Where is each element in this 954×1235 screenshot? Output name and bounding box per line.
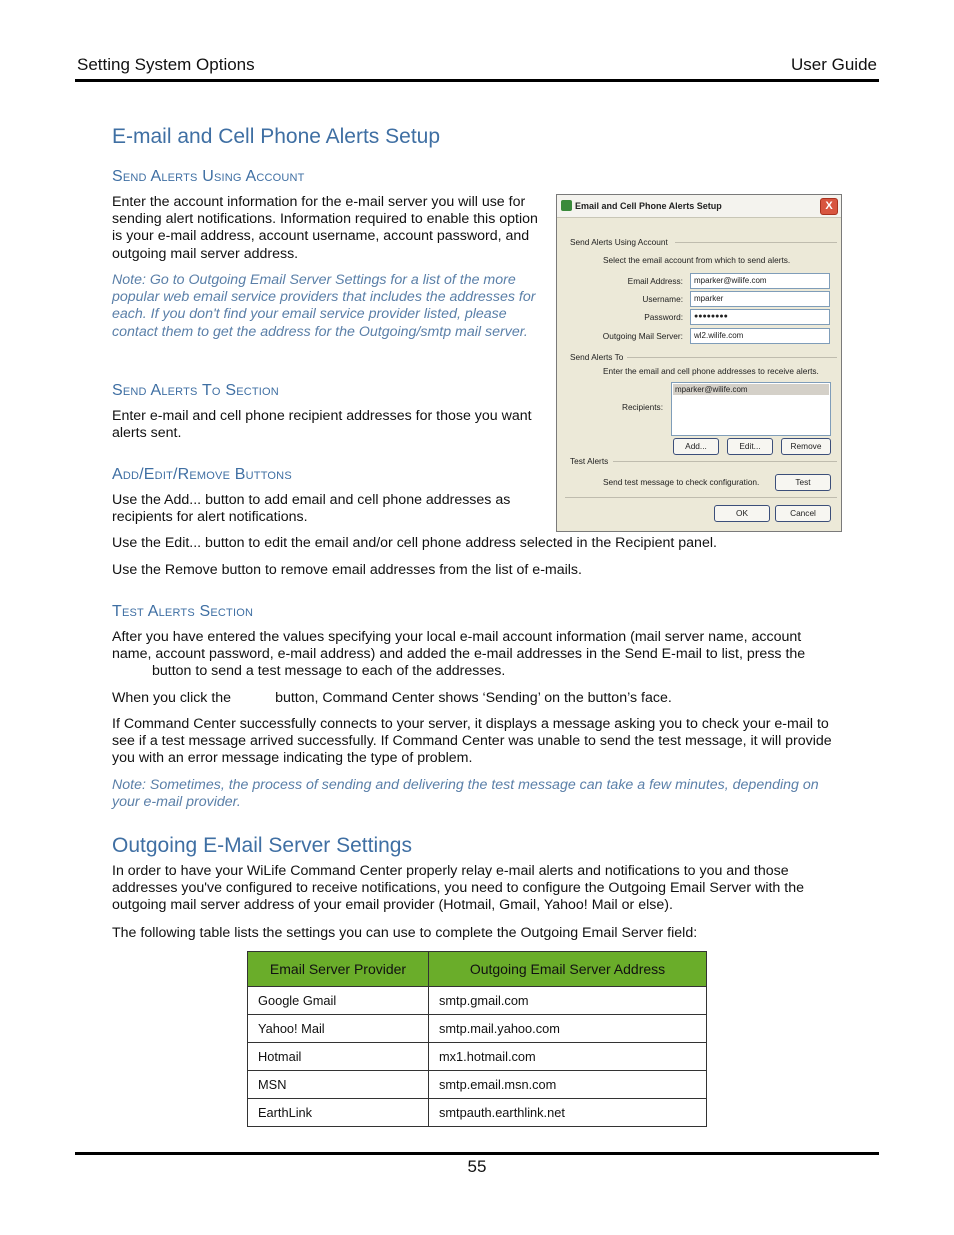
edit-button[interactable]: Edit... [727, 438, 773, 455]
table-row [248, 1099, 707, 1127]
dialog-title: Email and Cell Phone Alerts Setup [575, 201, 722, 211]
remove-button[interactable]: Remove [781, 438, 831, 455]
subheading-test: Test Alerts Section [112, 603, 254, 620]
provider-cell: EarthLink [248, 1099, 429, 1127]
test-hint: Send test message to check configuration. [603, 477, 760, 487]
para-outgoing-1: In order to have your WiLife Command Center properly relay e-mail alerts and notifications to you and those addresses you've configured to receive notifications, you need to configure the Outgoing Email Server with the outgoing mail server address of your email provider (Hotmail, Gmail, Yahoo! Mail or else). [112, 863, 804, 914]
header-right: User Guide [791, 55, 877, 74]
para-send-to: Enter e-mail and cell phone recipient addresses for those you want alerts sent. [112, 408, 532, 442]
para-test-1-text: After you have entered the values specifying your local e-mail account information (mail server name, account name, account password, e-mail address) and added the e-mail addresses in the Send E-mail to list, press the [112, 629, 806, 663]
account-hint: Select the email account from which to send alerts. [603, 255, 791, 265]
email-field[interactable]: mparker@wilife.com [690, 273, 830, 289]
close-icon[interactable]: X [820, 198, 838, 215]
table-row [248, 1071, 707, 1099]
page-number: 55 [467, 1157, 487, 1176]
provider-cell: Google Gmail [248, 987, 429, 1015]
para-test-2b-text: button, Command Center shows ‘Sending’ on the button’s face. [275, 690, 672, 706]
recipient-item[interactable]: mparker@wilife.com [673, 384, 829, 395]
note-label: Note: [112, 272, 146, 288]
group-label-send-to: Send Alerts To [570, 352, 624, 362]
group-line [675, 242, 837, 243]
group-label-account: Send Alerts Using Account [570, 237, 668, 247]
table-row [248, 1043, 707, 1071]
send-to-hint: Enter the email and cell phone addresses to receive alerts. [603, 366, 819, 376]
password-field[interactable]: ●●●●●●●● [690, 309, 830, 325]
recipients-list[interactable] [671, 382, 831, 436]
server-settings-table [247, 951, 707, 1127]
app-icon [561, 200, 572, 211]
divider [565, 497, 837, 498]
group-line [627, 357, 837, 358]
address-cell: mx1.hotmail.com [429, 1043, 707, 1071]
note-text: Sometimes, the process of sending and delivering the test message can take a few minutes, depending on your e-mail provider. [112, 777, 819, 811]
ok-button[interactable]: OK [714, 505, 770, 522]
para-remove: Use the Remove button to remove email addresses from the list of e-mails. [112, 562, 582, 578]
note-text: Go to Outgoing Email Server Settings for a list of the more popular web email service providers that includes the addresses for each. If you don't find your email service provider listed, please contact them to get the address for the Outgoing/smtp mail server. [112, 272, 536, 340]
username-label: Username: [642, 294, 683, 304]
provider-cell: Hotmail [248, 1043, 429, 1071]
column-header-address: Outgoing Email Server Address [429, 952, 707, 987]
para-test-2a-text: When you click the [112, 690, 232, 706]
password-label: Password: [644, 312, 683, 322]
group-line [613, 461, 837, 462]
username-field[interactable]: mparker [690, 291, 830, 307]
section-title-outgoing: Outgoing E-Mail Server Settings [112, 834, 412, 857]
server-field[interactable]: wl2.wilife.com [690, 328, 830, 344]
table-row [248, 987, 707, 1015]
test-button[interactable]: Test [775, 474, 831, 491]
recipients-label: Recipients: [621, 402, 663, 412]
table-header-row [248, 952, 707, 987]
server-label: Outgoing Mail Server: [602, 331, 683, 341]
email-label: Email Address: [627, 276, 683, 286]
para-add: Use the Add... button to add email and cell phone addresses as recipients for alert notifications. [112, 492, 511, 526]
header-rule [75, 79, 879, 82]
para-test-1b-text: button to send a test message to each of the addresses. [152, 663, 506, 680]
section-title-alerts: E-mail and Cell Phone Alerts Setup [112, 125, 441, 148]
alerts-setup-dialog [556, 194, 842, 532]
cancel-button[interactable]: Cancel [775, 505, 831, 522]
address-cell: smtp.mail.yahoo.com [429, 1015, 707, 1043]
provider-cell: MSN [248, 1071, 429, 1099]
header-left: Setting System Options [77, 55, 255, 74]
dialog-titlebar [557, 195, 841, 218]
provider-cell: Yahoo! Mail [248, 1015, 429, 1043]
column-header-provider: Email Server Provider [248, 952, 429, 987]
note-1 [112, 272, 544, 341]
note-2 [112, 777, 844, 811]
add-button[interactable]: Add... [673, 438, 719, 455]
para-test-2 [112, 690, 844, 707]
table-row [248, 1015, 707, 1043]
group-label-test: Test Alerts [570, 456, 609, 466]
address-cell: smtp.email.msn.com [429, 1071, 707, 1099]
para-test-1 [112, 629, 844, 681]
address-cell: smtp.gmail.com [429, 987, 707, 1015]
subheading-send-using: Send Alerts Using Account [112, 168, 305, 185]
note-label: Note: [112, 777, 146, 793]
para-outgoing-2: The following table lists the settings you can use to complete the Outgoing Email Server field: [112, 925, 698, 941]
footer-rule [75, 1152, 879, 1155]
subheading-send-to: Send Alerts To Section [112, 382, 279, 399]
address-cell: smtpauth.earthlink.net [429, 1099, 707, 1127]
para-edit: Use the Edit... button to edit the email and/or cell phone address selected in the Recipient panel. [112, 535, 717, 551]
para-test-3: If Command Center successfully connects to your server, it displays a message asking you to check your e-mail to see if a test message arrived successfully. If Command Center was unable to send the test message, it will provide you with an error message indicating the type of problem. [112, 716, 832, 767]
para-send-using: Enter the account information for the e-mail server you will use for sending alert notifications. Information required to enable this option is your e-mail address, account username, account password, and outgoing mail server address. [112, 194, 538, 262]
subheading-buttons: Add/Edit/Remove Buttons [112, 466, 292, 483]
